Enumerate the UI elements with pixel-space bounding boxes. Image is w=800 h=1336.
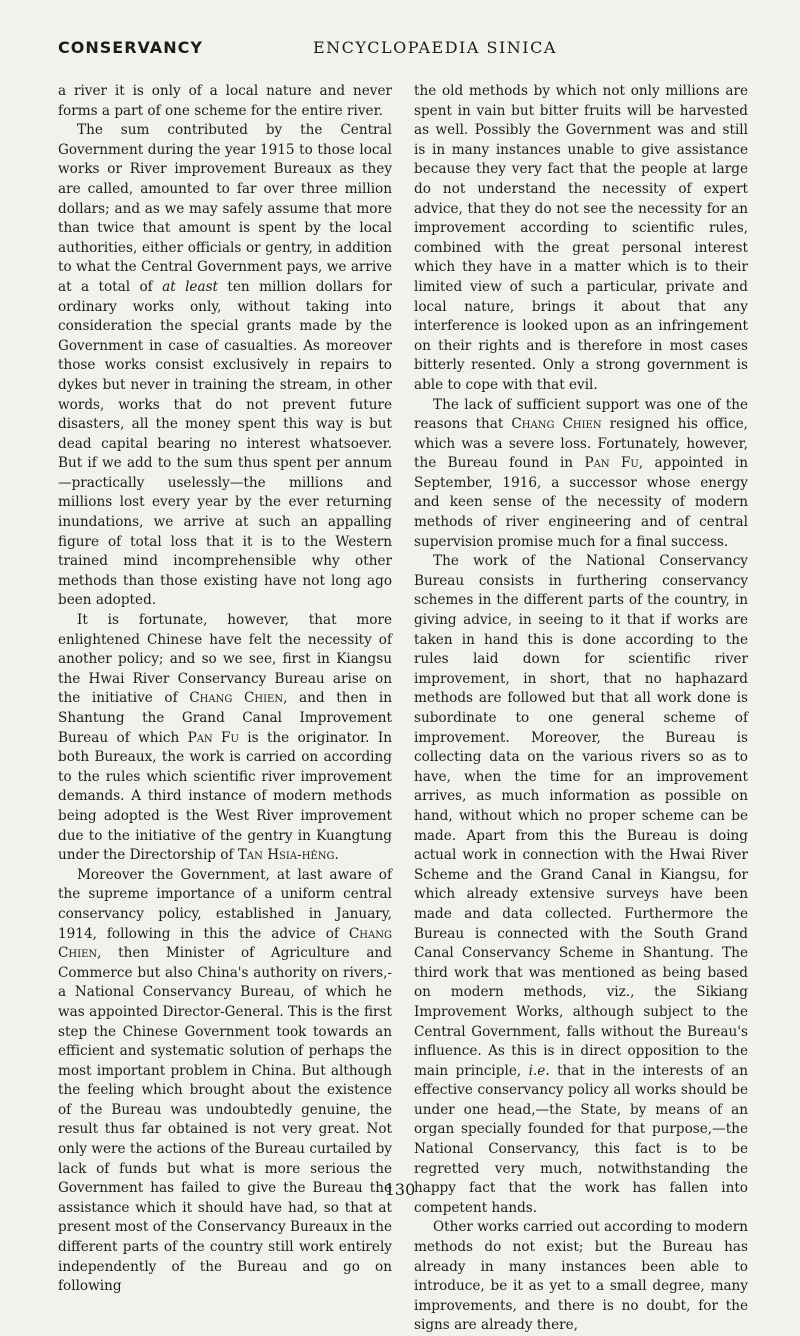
paragraph: [58, 866, 392, 1297]
person-name: Chang Chien: [189, 690, 284, 707]
right-column: [414, 82, 748, 1336]
text-run: ten million dollars for ordinary works only, without taking into consideration the special grants made by the Government in case of casualties. As moreover those works consist exclusively in repairs to dykes but never in training the stream, in other words, works that do not prevent future disasters, all the money spent this way is but dead capital bearing no interest whatsoever. But if we add to the sum thus spent per annum—practically uselessly—the millions and millions lost every year by the ever returning inundations, we arrive at such an appalling figure of total loss that it is to the Western trained mind incomprehensible why other methods than those existing have not long ago been adopted.: [58, 278, 393, 609]
text-run: The work of the National Conservancy Bureau consists in furthering conservancy schemes in the different parts of the country, in giving advice, in seeing to it that if works are taken in hand this is done according to the rules laid down for scientific river improvement, in short, that no haphazard methods are followed but that all work done is subordinate to one general scheme of improvement. Moreover, the Bureau is collecting data on the various rivers so as to have, when the time for an improvement arrives, as much information as possible on hand, without which no proper scheme can be made. Apart from this the Bureau is doing actual work in connection with the Hwai River Scheme and the Grand Canal in Kiangsu, for which already extensive surveys have been made and data collected. Furthermore the Bureau is connected with the South Grand Canal Conservancy Scheme in Shantung. The third work that was mentioned as being based on modern methods, viz., the Sikiang Improvement Works, although subject to the Central Government, falls without the Bureau's influence. As this is in direct opposition to the main principle,: [414, 553, 748, 1079]
text-run: Moreover the Government, at last aware of the supreme importance of a uniform central conservancy policy, established in January, 1914, following in this the advice of: [58, 866, 392, 942]
paragraph: [58, 121, 392, 611]
text-run: that in the interests of an effective conservancy policy all works should be under one head,—the State, by means of an organ specially founded for that purpose,—the National Conservancy, this fact is to be regretted very much, notwithstanding the happy fact that the work has fallen into competent hands.: [414, 1062, 748, 1216]
paragraph: [414, 552, 748, 1218]
italic-run: i.e.: [528, 1062, 550, 1079]
paragraph: Other works carried out according to modern methods do not exist; but the Bureau has already in many instances been able to introduce, be it as yet to a small degree, many improvements, and there is no doubt, for the signs are already there,: [414, 1219, 748, 1334]
person-name: Chang Chien: [511, 416, 602, 433]
paragraph: [414, 396, 748, 553]
left-column: [58, 82, 392, 1336]
book-title: ENCYCLOPAEDIA SINICA: [313, 38, 557, 57]
text-columns: [58, 82, 748, 1336]
text-run: It is fortunate, however, that more enlightened Chinese have felt the necessity of another policy; and so we see, first in Kiangsu the Hwai River Conservancy Bureau arise on the initiative of: [58, 612, 392, 707]
section-title: CONSERVANCY: [58, 38, 203, 57]
text-run: resigned his office, which was a severe loss. Fortunately, however, the Bureau found in: [414, 416, 748, 472]
paragraph: the old methods by which not only millions are spent in vain but bitter fruits will be harvested as well. Possibly the Government was and still is in many instances unable to give assistance because they very fact that the people at large do not understand the necessity of expert advice, that they do not see the necessity for an improvement according to scientific rules, combined with the great personal interest which they have in a matter which is to their limited view of such a particular, private and local nature, brings it about that any interference is looked upon as an infringement on their rights and is therefore in most cases bitterly resented. Only a strong government is able to cope with that evil.: [414, 83, 748, 393]
text-run: , and then in Shantung the Grand Canal Improvement Bureau of which: [58, 690, 392, 746]
text-run: is the originator. In both Bureaux, the work is carried on according to the rules which scientific river improvement demands. A third instance of modern methods being adopted is the West River improvement due to the initiative of the gentry in Kuangtung under the Directorship of: [58, 729, 392, 864]
text-run: The sum contributed by the Central Government during the year 1915 to those local works or River improvement Bureaux as they are called, amounted to far over three million dollars; and as we may safely assume that more than twice that amount is spent by the local authorities, either officials or gentry, in addition to what the Central Government pays, we arrive at a total of: [58, 122, 392, 295]
person-name: Tan Hsia-hêng: [237, 847, 335, 864]
paragraph: [58, 611, 392, 866]
text-run: , then Minister of Agriculture and Commerce but also China's authority on rivers,-a National Conservancy Bureau, of which he was appointed Director-General. This is the first step the Chinese Government took towards an efficient and systematic solution of perhaps the most important problem in China. But although the feeling which brought about the existence of the Bureau was undoubtedly genuine, the result thus far obtained is not very great. Not only were the actions of the Bureau curtailed by lack of funds but what is more serious the Government has failed to give the Bureau the assistance which it should have had, so that at present most of the Conservancy Bureaux in the different parts of the country still work entirely independently of the Bureau and go on following: [58, 945, 392, 1295]
italic-run: at least: [162, 278, 219, 295]
person-name: Pan Fu: [187, 729, 239, 746]
text-run: .: [334, 847, 339, 864]
page-number: 130: [384, 1180, 416, 1199]
person-name: Pan Fu: [584, 455, 639, 472]
text-run: The lack of sufficient support was one of the reasons that: [414, 396, 748, 433]
person-name: Chang Chien: [58, 925, 392, 962]
text-run: , appointed in September, 1916, a successor whose energy and keen sense of the necessity of modern methods of river engineering and of central supervision promise much for a final success.: [414, 455, 748, 550]
running-header: [58, 38, 744, 68]
paragraph: a river it is only of a local nature and never forms a part of one scheme for the entire river.: [58, 83, 392, 119]
